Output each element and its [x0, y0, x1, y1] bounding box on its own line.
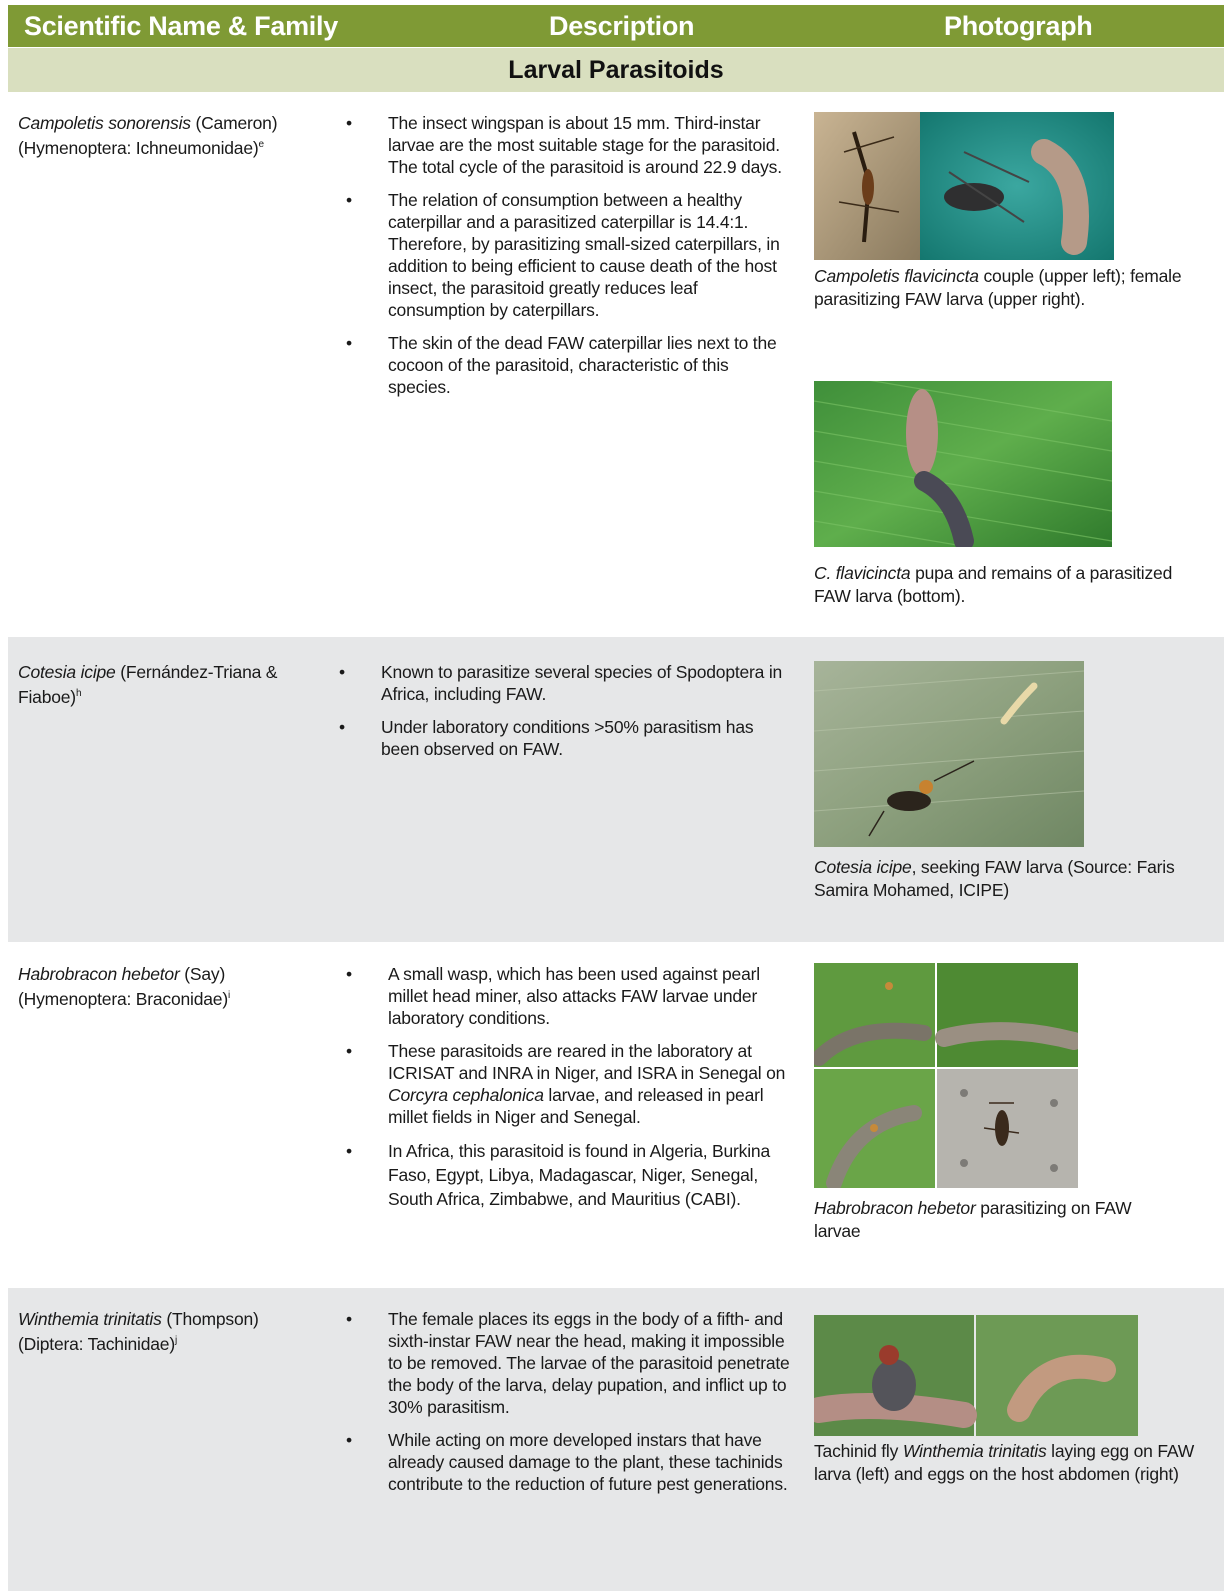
header-photograph: Photograph	[944, 11, 1093, 41]
list-item: • A small wasp, which has been used against pearl millet head miner, also attacks FAW larvae under laboratory conditions.	[346, 964, 760, 1028]
photo-caption: Habrobracon hebetor parasitizing on FAW larvae	[814, 1198, 1132, 1241]
scientific-name-cell: Winthemia trinitatis (Thompson) (Diptera: Tachinidae)$^j$	[18, 1309, 259, 1354]
description-list	[346, 963, 798, 1222]
description-list	[339, 661, 791, 771]
list-item: • In Africa, this parasitoid is found in Algeria, Burkina Faso, Egypt, Libya, Madagascar, Niger, Senegal, South Africa, Zimbabwe, and Mauritius (CABI).	[346, 1141, 770, 1209]
header-scientific-name: Scientific Name & Family	[24, 11, 338, 41]
table-row	[8, 1288, 1224, 1591]
photo-caption: Cotesia icipe, seeking FAW larva (Source: Faris Samira Mohamed, ICIPE)	[814, 857, 1175, 900]
table-row	[8, 942, 1224, 1288]
pupa-photo	[814, 381, 1112, 547]
table-row	[8, 637, 1224, 942]
photo-caption: C. flavicincta pupa and remains of a parasitized FAW larva (bottom).	[814, 563, 1173, 606]
scientific-name-cell: Habrobracon hebetor (Say) (Hymenoptera: Braconidae)$^i$	[18, 964, 230, 1009]
scientific-name-cell: Campoletis sonorensis (Cameron) (Hymenoptera: Ichneumonidae)$^e$	[18, 113, 278, 158]
list-item: • The skin of the dead FAW caterpillar lies next to the cocoon of the parasitoid, characteristic of this species.	[346, 333, 777, 397]
list-item: • While acting on more developed instars that have already caused damage to the plant, these tachinids contribute to the reduction of future pest generations.	[346, 1430, 788, 1494]
header-description: Description	[549, 11, 695, 41]
section-title: Larval Parasitoids	[8, 48, 1224, 92]
table-row	[8, 92, 1224, 637]
cotesia-wasp-photo	[814, 661, 1084, 847]
description-list	[346, 1308, 798, 1506]
list-item: • The female places its eggs in the body of a fifth- and sixth-instar FAW near the head, making it impossible to be removed. The larvae of the parasitoid penetrate the body of the larva, delay pupation, and inflict up to 30% parasitism.	[346, 1309, 790, 1417]
list-item: • Under laboratory conditions >50% parasitism has been observed on FAW.	[339, 717, 754, 759]
table-header	[8, 5, 1224, 47]
photo-caption: Campoletis flavicincta couple (upper left); female parasitizing FAW larva (upper right).	[814, 266, 1182, 309]
list-item: • Known to parasitize several species of Spodoptera in Africa, including FAW.	[339, 662, 783, 704]
photo-caption: Tachinid fly Winthemia trinitatis laying egg on FAW larva (left) and eggs on the host abdomen (right)	[814, 1441, 1195, 1484]
list-item: • These parasitoids are reared in the laboratory at ICRISAT and INRA in Niger, and ISRA in Senegal on Corcyra cephalonica larvae, and released in pearl millet fields in Niger and Senegal.	[346, 1041, 786, 1127]
wasp-couple-photo	[814, 112, 1114, 260]
description-list	[346, 112, 788, 409]
habrobracon-grid-photo	[814, 963, 1078, 1188]
scientific-name-cell: Cotesia icipe (Fernández-Triana & Fiaboe)$^h$	[18, 662, 278, 707]
tachinid-fly-photo	[814, 1315, 1138, 1436]
list-item: • The insect wingspan is about 15 mm. Third-instar larvae are the most suitable stage for the parasitoid. The total cycle of the parasitoid is around 22.9 days.	[346, 113, 782, 177]
list-item: • The relation of consumption between a healthy caterpillar and a parasitized caterpillar is 14.4:1. Therefore, by parasitizing small-sized caterpillars, in addition to being efficient to cause death of the host insect, the parasitoid greatly reduces leaf consumption by caterpillars.	[346, 190, 780, 320]
